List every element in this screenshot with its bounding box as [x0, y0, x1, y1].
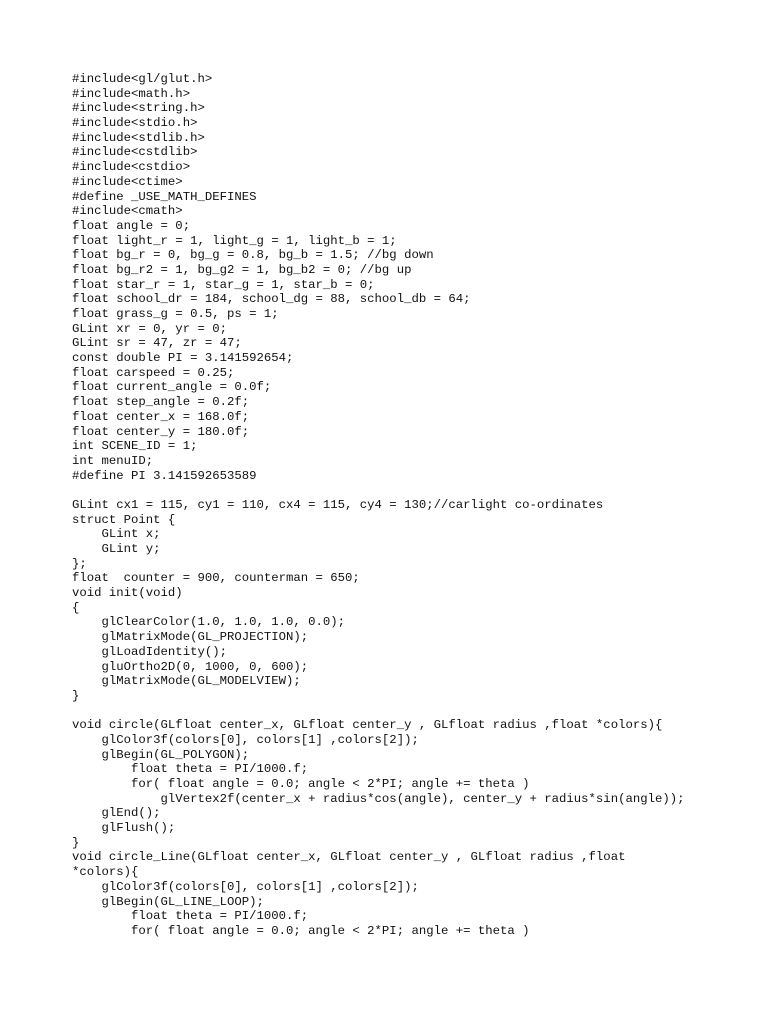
code-listing	[72, 72, 762, 939]
code-line: int menuID;	[72, 453, 154, 468]
code-line: glMatrixMode(GL_PROJECTION);	[72, 630, 309, 645]
code-line: glEnd();	[72, 806, 161, 821]
code-line: float bg_r = 0, bg_g = 0.8, bg_b = 1.5; //bg down	[72, 248, 434, 263]
code-line: #include<stdio.h>	[72, 116, 198, 131]
code-line: #include<cstdio>	[72, 160, 191, 175]
code-line: glLoadIdentity();	[72, 644, 227, 659]
code-line: {	[72, 600, 80, 615]
code-line: }	[72, 688, 80, 703]
code-line: *colors){	[72, 865, 139, 880]
code-line: #include<ctime>	[72, 174, 183, 189]
code-line: GLint sr = 47, zr = 47;	[72, 336, 242, 351]
code-line: float current_angle = 0.0f;	[72, 380, 272, 395]
code-line: #define _USE_MATH_DEFINES	[72, 189, 257, 204]
code-line: float school_dr = 184, school_dg = 88, school_db = 64;	[72, 292, 471, 307]
code-line: #include<cstdlib>	[72, 145, 198, 160]
code-line: GLint cx1 = 115, cy1 = 110, cx4 = 115, cy4 = 130;//carlight co-ordinates	[72, 497, 604, 512]
code-line: struct Point {	[72, 512, 176, 527]
code-line: void init(void)	[72, 586, 183, 601]
code-line: #include<math.h>	[72, 86, 191, 101]
code-line: GLint y;	[72, 542, 161, 556]
code-line: float center_x = 168.0f;	[72, 409, 250, 424]
code-line: float grass_g = 0.5, ps = 1;	[72, 307, 279, 321]
code-line: #include<gl/glut.h>	[72, 72, 213, 86]
code-line: float step_angle = 0.2f;	[72, 395, 250, 410]
code-line: float bg_r2 = 1, bg_g2 = 1, bg_b2 = 0; //bg up	[72, 262, 412, 277]
code-line: int SCENE_ID = 1;	[72, 439, 198, 454]
code-line: #include<string.h>	[72, 101, 205, 116]
code-line: float theta = PI/1000.f;	[72, 909, 309, 924]
code-line: glMatrixMode(GL_MODELVIEW);	[72, 674, 301, 689]
code-line: float theta = PI/1000.f;	[72, 762, 309, 777]
code-line: gluOrtho2D(0, 1000, 0, 600);	[72, 659, 309, 674]
code-line: float counter = 900, counterman = 650;	[72, 571, 360, 586]
code-line: GLint x;	[72, 527, 161, 542]
code-line: void circle_Line(GLfloat center_x, GLfloat center_y , GLfloat radius ,float	[72, 850, 626, 865]
code-line: for( float angle = 0.0; angle < 2*PI; angle += theta )	[72, 777, 530, 791]
code-line: glColor3f(colors[0], colors[1] ,colors[2]);	[72, 732, 419, 747]
code-line: glClearColor(1.0, 1.0, 1.0, 0.0);	[72, 615, 346, 630]
code-line: };	[72, 556, 87, 571]
code-line: float center_y = 180.0f;	[72, 424, 250, 439]
code-line: #include<cmath>	[72, 204, 183, 219]
code-line: float star_r = 1, star_g = 1, star_b = 0;	[72, 277, 375, 292]
code-line: }	[72, 835, 80, 850]
code-line: #include<stdlib.h>	[72, 130, 205, 145]
code-line	[72, 704, 762, 719]
code-line: glFlush();	[72, 821, 176, 836]
code-line: GLint xr = 0, yr = 0;	[72, 321, 227, 336]
code-line: float carspeed = 0.25;	[72, 365, 235, 380]
code-line: const double PI = 3.141592654;	[72, 351, 294, 366]
code-line: float angle = 0;	[72, 218, 191, 233]
code-line: float light_r = 1, light_g = 1, light_b = 1;	[72, 233, 397, 248]
code-line: glColor3f(colors[0], colors[1] ,colors[2]);	[72, 879, 419, 894]
code-line: glVertex2f(center_x + radius*cos(angle), center_y + radius*sin(angle));	[72, 791, 685, 806]
code-line: void circle(GLfloat center_x, GLfloat center_y , GLfloat radius ,float *colors){	[72, 718, 663, 733]
code-line: #define PI 3.141592653589	[72, 468, 257, 483]
code-line: for( float angle = 0.0; angle < 2*PI; angle += theta )	[72, 923, 530, 938]
code-line: glBegin(GL_LINE_LOOP);	[72, 894, 264, 909]
code-line: glBegin(GL_POLYGON);	[72, 747, 250, 762]
code-line	[72, 483, 762, 498]
